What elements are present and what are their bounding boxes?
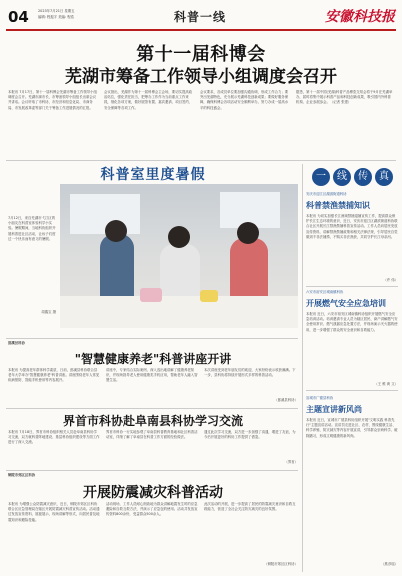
- photo-person: [100, 234, 134, 304]
- story2-col-3: 本次讲座受到老年朋友们的欢迎，大家纷纷表示收获满满。下一步，县科协将持续开展形式多样的科普活动。: [204, 368, 296, 378]
- page-header: [0, 0, 402, 28]
- story3-rule: [6, 408, 298, 409]
- photo-banner: [8, 164, 298, 334]
- date-line: 2023年7月21日 星期五: [38, 9, 75, 13]
- story4-credit: （铜陵市郊区区科协）: [264, 562, 298, 566]
- side-divider: [302, 164, 303, 572]
- side-item-body: 本报讯 近日，宣城市广德县科协组织开展"文明实践 科普先行"主题宣讲活动。宣讲员走进社区、农村，围绕健康生活、科学养殖、防灾减灾等内容开展宣讲，引导群众崇尚科学、破除陋习，形成文明健康的新风尚。: [306, 418, 398, 438]
- story2-col-2: 讲座中，专家结合实际案例，深入浅出地讲解了健康养老知识，并现场指导老人使用健康类手机应用，帮助老年人融入智慧生活。: [106, 368, 198, 383]
- photo-person: [237, 222, 259, 244]
- photo-person: [230, 238, 268, 304]
- side-tag-char: 一: [312, 168, 330, 186]
- story3-credit: （界首）: [284, 460, 298, 464]
- side-item-headline: 主题宣讲新风尚: [306, 405, 362, 414]
- section-title: 科普一线: [173, 10, 226, 24]
- side-tag: [310, 168, 394, 186]
- header-rule: [6, 29, 396, 31]
- story2-credit: （郎溪县科协）: [274, 398, 298, 402]
- side-rule: [306, 286, 398, 287]
- story2-kicker: 郎溪县科协: [8, 341, 25, 345]
- side-item-kicker: 六安市裕安区城南镇科协: [306, 290, 344, 294]
- side-tag-char: 线: [333, 168, 351, 186]
- side-tag-char: 传: [354, 168, 372, 186]
- editor-line: 编辑: 程振宇 美编: 程浩: [38, 15, 75, 19]
- story2-rule: [6, 338, 298, 339]
- side-rule: [306, 390, 398, 391]
- story4-kicker: 铜陵市郊区区科协: [8, 473, 36, 477]
- side-column: [306, 164, 398, 572]
- story2-col-1: 本报讯 为提高老年群体科学素质，日前，郎溪县科协联合县老年大学举办"智慧健康养老"科普讲座。讲座围绕老年人常见疾病预防、智能手机使用等内容展开。: [8, 368, 100, 383]
- photo-credit: 周鑫宝 摄: [41, 310, 56, 314]
- story3-col-3: 通过此次学习交流，双方进一步加强了沟通，增进了友谊，为今后开展更好的科协工作提供了借鉴。: [204, 430, 296, 440]
- story4-headline: 开展防震减灾科普活动: [83, 485, 223, 501]
- lead-col-1: 本报讯 7月17日，第十一届科博会芜湖市筹备工作领导小组调度会召开。芜湖市副市长、市筹备领导小组组长出席会议并讲话。会议听取了市科协、市经济和信息化局、市商务局、市发展改革委等部门关于筹备工作进展情况的汇报。: [8, 90, 97, 110]
- photo-caption: 7月12日，来自芜湖市弋江区的小朋友在科普室体验科学小实验。暑假期间，当地科协组织开展科普进社区活动，让孩子们度过一个快乐而有意义的暑假。: [8, 216, 56, 241]
- side-item-credit: （许 伟）: [383, 278, 398, 282]
- side-item-kicker: 安庆市迎江区湖滨街道科协: [306, 192, 347, 196]
- lead-col-2: 会议指出，芜湖作为第十一届科博会主会场，要切实提高政治站位，强化责任担当，把筹办工作作为当前重点工作来抓，细化各项方案，做好展馆布置、嘉宾邀请、项目签约、安全保障等各项工作。: [104, 90, 193, 110]
- side-item-headline: 科普禁渔禁捕知识: [306, 201, 370, 210]
- side-item-kicker: 宣城市广德县科协: [306, 396, 334, 400]
- side-item-body: 本报讯 为切实加强长江流域禁捕退捕宣传工作，提高群众保护长江生态环境的意识，近日，安庆市迎江区湖滨街道科协联合社区开展长江禁渔禁捕科普宣传活动。工作人员向居民发放宣传资料，讲解禁渔禁捕政策和相关法律法规，引导居民自觉做到不非法捕捞、不购买非法渔获，共同守护长江母亲河。: [306, 214, 398, 239]
- side-item-credit: （王 维 黄 文）: [374, 382, 398, 386]
- banner-title: 科普室里度暑假: [100, 167, 206, 183]
- story4-col-3: 此次活动的开展，进一步提高了居民的防震减灾意识和自救互救能力，营造了全社会关注防灾减灾的良好氛围。: [204, 502, 296, 512]
- side-item-headline: 开展燃气安全应急培训: [306, 299, 386, 308]
- side-item-credit: （燕彦瑶）: [381, 562, 398, 566]
- lead-col-4: 据悉，第十一届中国(芜湖)科普产品博览交易会将于9月在芜湖举办，届时将集中展示科普产品和科技创新成果，吸引国内外科普机构、企业参展参会。（记者 张建）: [296, 90, 393, 105]
- photo-item: [200, 290, 218, 302]
- lead-headline-2: 芜湖市筹备工作领导小组调度会召开: [65, 67, 337, 87]
- story3-col-1: 本报讯 7月18日，界首市科协组织相关人员赴阜南县科协学习交流，双方就科普阵地建设、基层科协组织建设等方面工作进行了深入交流。: [8, 430, 100, 445]
- page-number: 04: [8, 8, 29, 26]
- story3-headline: 界首市科协赴阜南县科协学习交流: [62, 414, 243, 428]
- photo-person: [105, 220, 127, 242]
- story4-col-2: 活动现场，工作人员耐心细致地为群众讲解地震发生时的应急避险和自救互救方法，并演示了应急包的使用。活动共发放宣传资料800余份，受益群众500余人。: [106, 502, 198, 517]
- photo-table: [60, 296, 298, 328]
- photo-item: [140, 288, 162, 302]
- side-tag-char: 真: [375, 168, 393, 186]
- classroom-photo: [60, 184, 298, 328]
- masthead: 安徽科技报: [325, 9, 395, 25]
- story4-col-1: 本报讯 为增强公众防震减灾意识，近日，铜陵市郊区区科协联合区应急管理局在辖区开展防震减灾科普宣传活动。活动通过发放宣传资料、展板展示、现场讲解等形式，向居民普及地震知识和避险技能。: [8, 502, 100, 522]
- story2-headline: "智慧健康养老"科普讲座开讲: [74, 352, 232, 366]
- story4-rule: [6, 470, 298, 471]
- lead-col-3: 会议要求，各成员单位要加强沟通协调，形成工作合力；要突出芜湖特色，充分展示芜湖科技创新成果；要做好服务保障，确保科博会各项活动安全顺利举办，努力办成一届高水平的科技盛会。: [200, 90, 289, 110]
- photo-person: [168, 226, 190, 248]
- side-item-body: 本报讯 近日，六安市裕安区城南镇科协组织开展燃气安全应急培训活动。培训邀请专业人员为辖区居民、商户讲解燃气安全使用常识、燃气泄漏应急处置方法，并现场演示灭火器的使用，进一步增强了群众的安全意识和自救能力。: [306, 312, 398, 332]
- lead-headline-1: 第十一届科博会: [136, 44, 266, 65]
- lead-rule: [6, 160, 396, 161]
- story3-col-2: 界首市科协一行实地参观了阜南县科普教育基地和社区科普活动室，详细了解了阜南县在科普工作方面的经验做法。: [106, 430, 198, 440]
